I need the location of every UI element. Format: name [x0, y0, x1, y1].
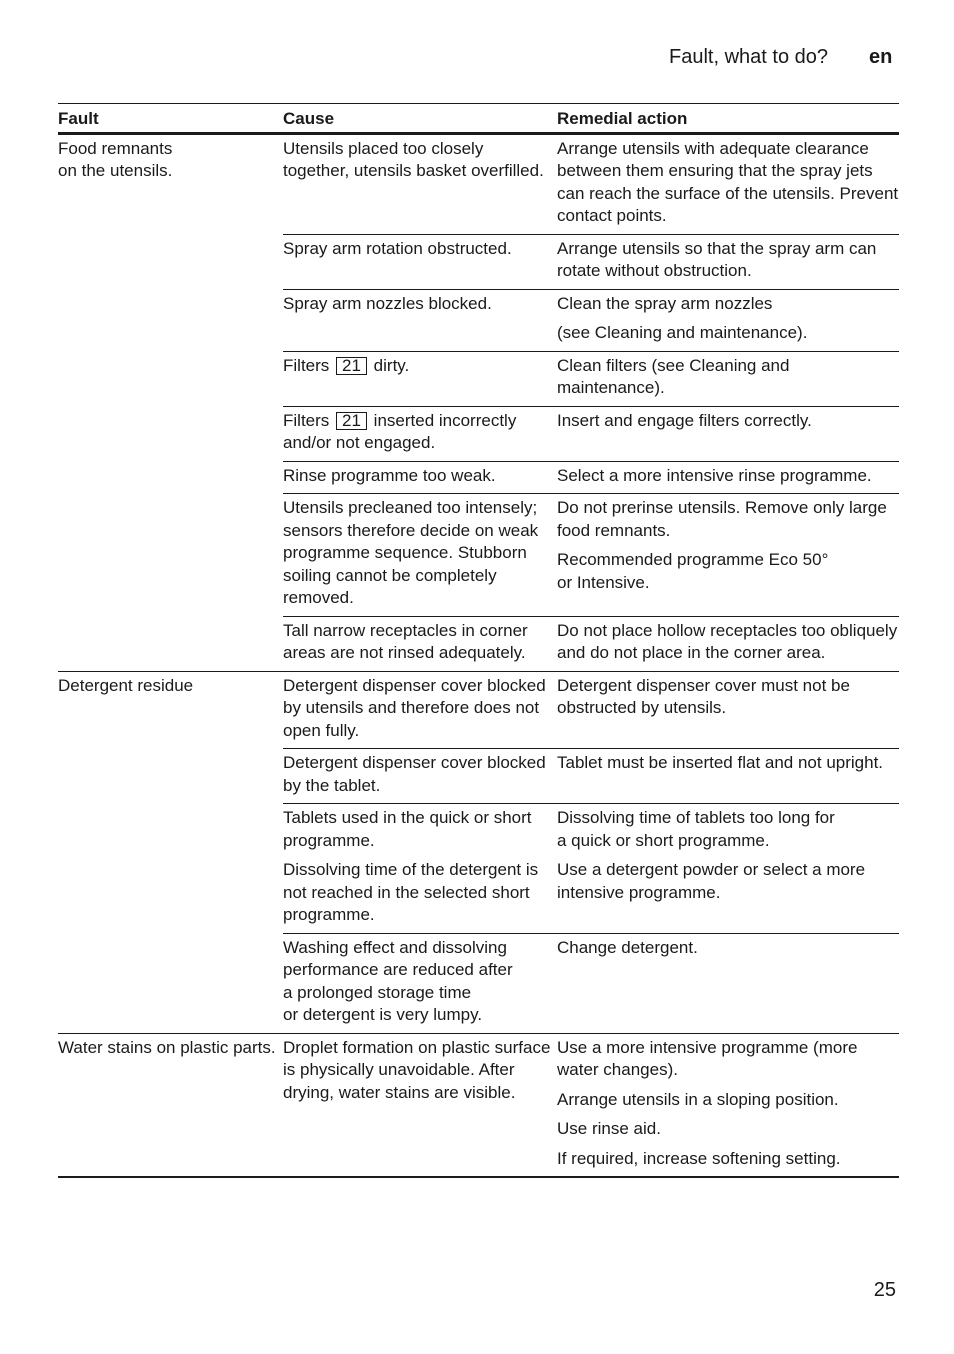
cause-text: Spray arm nozzles blocked. [283, 293, 492, 313]
remedial-action-text: Arrange utensils so that the spray arm can rotate without obstruction. [557, 238, 877, 280]
cause-cell [283, 133, 557, 234]
table-row [58, 133, 899, 234]
table-row [58, 671, 899, 749]
item-reference-number: 21 [336, 412, 367, 430]
remedial-action-text: Do not place hollow receptacles too obliquely and do not place in the corner area. [557, 620, 898, 662]
fault-cell: Food remnants on the utensils. [58, 138, 173, 180]
remedial-action-text: Clean filters (see Cleaning and maintenance). [557, 355, 790, 397]
cause-cell [283, 749, 557, 804]
remedial-action-text: Change detergent. [557, 937, 698, 957]
cause-cell [283, 933, 557, 1033]
cause-text: Tall narrow receptacles in corner areas are not rinsed adequately. [283, 620, 528, 662]
remedial-action-cell [557, 1033, 899, 1177]
cause-cell [283, 671, 557, 749]
remedial-action-text: Select a more intensive rinse programme. [557, 465, 872, 485]
cause-cell [283, 289, 557, 351]
remedial-action-cell [557, 406, 899, 461]
cause-text: Tablets used in the quick or short programme. [283, 808, 532, 850]
remedial-action-cell [557, 671, 899, 749]
remedial-action-cell [557, 351, 899, 406]
cause-text: Rinse programme too weak. [283, 465, 496, 485]
remedial-action-text: Insert and engage filters correctly. [557, 410, 812, 430]
remedial-action-text: Use rinse aid. [557, 1119, 661, 1138]
remedial-action-cell [557, 289, 899, 351]
cause-cell [283, 461, 557, 494]
cause-cell [283, 406, 557, 461]
cause-cell [283, 351, 557, 406]
remedial-action-cell [557, 133, 899, 234]
fault-cell: Detergent residue [58, 671, 283, 1033]
cause-cell [283, 616, 557, 671]
cause-text: Detergent dispenser cover blocked by utensils and therefore does not open fully. [283, 675, 546, 740]
cause-text: Dissolving time of the detergent is not reached in the selected short programme. [283, 860, 539, 924]
remedial-action-text: (see Cleaning and maintenance). [557, 323, 808, 342]
cause-cell [283, 804, 557, 934]
remedial-action-text: Arrange utensils with adequate clearance between them ensuring that the spray jets can reach the surface of the utensils. Prevent contact points. [557, 138, 899, 225]
column-header-cause: Cause [283, 104, 557, 134]
cause-text: Utensils placed too closely together, utensils basket overfilled. [283, 138, 544, 180]
column-header-fault: Fault [58, 104, 283, 134]
remedial-action-text: Recommended programme Eco 50° or Intensive. [557, 550, 829, 592]
remedial-action-cell [557, 461, 899, 494]
remedial-action-cell [557, 616, 899, 671]
cause-text: Droplet formation on plastic surface is physically unavoidable. After drying, water stains are visible. [283, 1037, 551, 1102]
item-reference-number: 21 [336, 357, 367, 375]
cause-text-after: inserted incorrectly and/or not engaged. [283, 410, 517, 452]
remedial-action-cell [557, 494, 899, 617]
cause-text-before: Filters [283, 410, 330, 430]
cause-text-before: Filters [283, 355, 330, 375]
cause-cell [283, 234, 557, 289]
remedial-action-text: Do not prerinse utensils. Remove only large food remnants. [557, 498, 887, 540]
table-row [58, 1033, 899, 1177]
language-code: en [869, 46, 893, 68]
cause-text: Detergent dispenser cover blocked by the tablet. [283, 753, 546, 795]
remedial-action-cell [557, 933, 899, 1033]
fault-table [58, 103, 899, 1178]
remedial-action-text: Use a detergent powder or select a more intensive programme. [557, 860, 866, 902]
page-number: 25 [873, 1279, 896, 1301]
remedial-action-text: Tablet must be inserted flat and not upright. [557, 753, 884, 772]
remedial-action-text: If required, increase softening setting. [557, 1148, 841, 1168]
cause-cell [283, 494, 557, 617]
cause-text [283, 355, 553, 378]
fault-cell: Water stains on plastic parts. [58, 1033, 283, 1177]
remedial-action-text: Arrange utensils in a sloping position. [557, 1089, 839, 1109]
remedial-action-cell [557, 804, 899, 934]
cause-text: Spray arm rotation obstructed. [283, 238, 512, 258]
remedial-action-text: Detergent dispenser cover must not be obstructed by utensils. [557, 675, 850, 717]
section-title: Fault, what to do? [669, 46, 828, 68]
table-body [58, 133, 899, 1177]
cause-text: Washing effect and dissolving performance are reduced after a prolonged storage time or detergent is very lumpy. [283, 937, 513, 1024]
cause-cell [283, 1033, 557, 1177]
table-header-row [58, 104, 899, 134]
remedial-action-text: Clean the spray arm nozzles [557, 293, 773, 313]
remedial-action-cell [557, 749, 899, 804]
remedial-action-text: Dissolving time of tablets too long for a quick or short programme. [557, 808, 835, 850]
cause-text [283, 410, 553, 455]
cause-text: Utensils precleaned too intensely; sensors therefore decide on weak programme sequence. Stubborn soiling cannot be completely removed. [283, 498, 539, 607]
column-header-remedial-action: Remedial action [557, 104, 899, 134]
cause-text-after: dirty. [373, 355, 410, 375]
remedial-action-text: Use a more intensive programme (more water changes). [557, 1037, 858, 1079]
remedial-action-cell [557, 234, 899, 289]
